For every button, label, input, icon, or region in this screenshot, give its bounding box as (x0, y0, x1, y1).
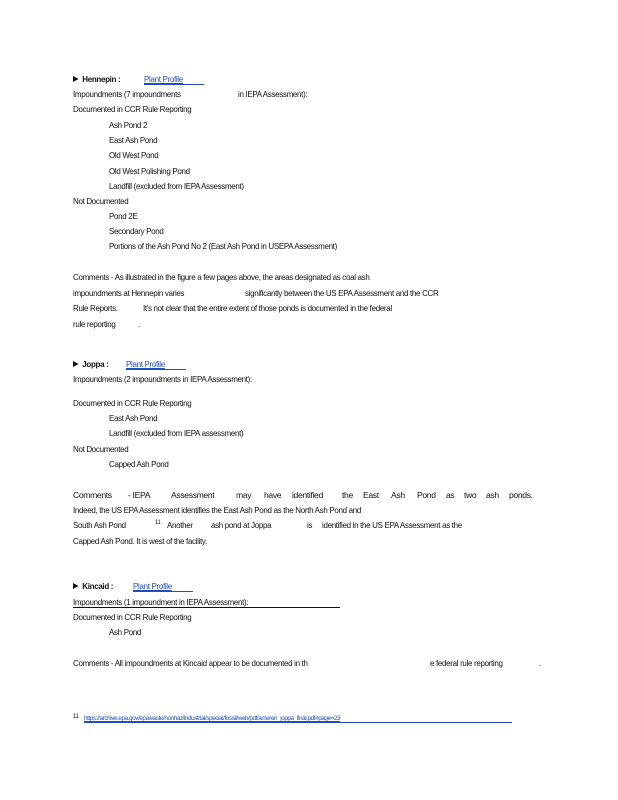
joppa-not-documented-label: Not Documented (73, 444, 129, 454)
triangle-bullet-icon (73, 361, 79, 367)
hennepin-heading: Hennepin : (73, 74, 120, 85)
joppa-comment-word: Pond (417, 490, 436, 500)
hennepin-documented-item: Landfill (excluded from IEPA Assessment) (109, 181, 244, 191)
hennepin-plant-profile-link[interactable]: Plant Profile (144, 74, 183, 84)
hennepin-not-documented-item: Pond 2E (109, 211, 138, 221)
kincaid-heading: Kincaid : (73, 581, 113, 592)
joppa-comment-word: East (363, 490, 379, 500)
joppa-not-documented-item: Capped Ash Pond (109, 459, 169, 469)
joppa-comment-line: South Ash Pond (73, 520, 126, 530)
joppa-comment-line: ash pond at Joppa (211, 520, 272, 530)
hennepin-comment-line: Rule Reports. (73, 303, 118, 313)
joppa-plant-profile-link[interactable]: Plant Profile (126, 359, 165, 369)
joppa-comment-line: Another (167, 520, 193, 530)
hennepin-comment-line: significantly between the US EPA Assessment and the CCR (245, 288, 439, 298)
joppa-comment-word: ponds. (509, 490, 533, 500)
kincaid-documented-item: Ash Pond (109, 627, 142, 637)
joppa-link-underline (126, 369, 186, 370)
joppa-comment-word: may (236, 490, 252, 500)
joppa-comment-word: - IEPA (128, 490, 151, 500)
joppa-impoundments: Impoundments (2 impoundments in IEPA Assessment): (73, 374, 252, 384)
joppa-comment-line: Indeed, the US EPA Assessment identifies the East Ash Pond as the North Ash Pond and (73, 505, 361, 515)
hennepin-comment-line: impoundments at Hennepin varies (73, 288, 185, 298)
hennepin-documented-item: Ash Pond 2 (109, 120, 148, 130)
hennepin-not-documented-item: Portions of the Ash Pond No 2 (East Ash Pond in USEPA Assessment) (109, 241, 337, 251)
joppa-comment-word: two (464, 490, 477, 500)
hennepin-documented-item: East Ash Pond (109, 135, 158, 145)
footnote-url-underline (84, 722, 512, 723)
hennepin-comment-line: It's not clear that the entire extent of those ponds is documented in the federal (143, 303, 392, 313)
joppa-documented-item: Landfill (excluded from IEPA assessment) (109, 428, 244, 438)
kincaid-comment-line: e federal rule reporting (430, 658, 503, 668)
footnote-number: 11 (73, 713, 79, 720)
footnote-url-link[interactable]: https://archive.epa.gov/epawaste/nonhaz/industrial/special/fossil/web/pdf/ameren_joppa_final.pdf#page=23 (84, 715, 341, 722)
hennepin-comment-line: Comments - As illustrated in the figure a few pages above, the areas designated as coal ash (73, 272, 370, 282)
kincaid-comment-line: Comments - All impoundments at Kincaid appear to be documented in th (73, 658, 308, 668)
joppa-footnote-marker[interactable]: 11 (155, 519, 161, 526)
hennepin-link-underline (144, 84, 204, 85)
hennepin-not-documented-label: Not Documented (73, 196, 129, 206)
joppa-comment-line: Capped Ash Pond. It is west of the facility. (73, 536, 207, 546)
kincaid-plant-profile-link[interactable]: Plant Profile (133, 581, 172, 591)
kincaid-comment-period: . (539, 658, 541, 668)
joppa-documented-label: Documented in CCR Rule Reporting (73, 398, 192, 408)
hennepin-impoundments-a: Impoundments (7 impoundments (73, 89, 181, 99)
joppa-comment-word: identified (292, 490, 323, 500)
hennepin-documented-item: Old West Pond (109, 150, 159, 160)
joppa-comment-word: as (446, 490, 455, 500)
kincaid-link-underline (133, 591, 193, 592)
hennepin-comment-period: . (138, 319, 140, 329)
kincaid-impoundments: Impoundments (1 impoundment in IEPA Assessment): (73, 597, 249, 607)
hennepin-not-documented-item: Secondary Pond (109, 226, 164, 236)
joppa-comment-word: the (342, 490, 353, 500)
kincaid-documented-label: Documented in CCR Rule Reporting (73, 612, 192, 622)
joppa-comment-word: Assessment (171, 490, 215, 500)
joppa-comment-word: ash (486, 490, 499, 500)
hennepin-documented-label: Documented in CCR Rule Reporting (73, 104, 192, 114)
joppa-justified-comment-line (73, 490, 533, 501)
hennepin-impoundments-b: in IEPA Assessment): (238, 89, 308, 99)
joppa-documented-item: East Ash Pond (109, 413, 158, 423)
joppa-comment-word: Ash (391, 490, 405, 500)
hennepin-documented-item: Old West Polishing Pond (109, 166, 190, 176)
joppa-comment-word: Comments (73, 490, 112, 500)
joppa-heading: Joppa : (73, 359, 108, 370)
joppa-comment-line: identified in the US EPA Assessment as the (322, 520, 462, 530)
kincaid-impoundments-underline (73, 607, 340, 608)
joppa-comment-word: have (264, 490, 282, 500)
hennepin-comment-line: rule reporting (73, 319, 116, 329)
triangle-bullet-icon (73, 76, 79, 82)
joppa-comment-line: is (307, 520, 313, 530)
triangle-bullet-icon (73, 583, 79, 589)
